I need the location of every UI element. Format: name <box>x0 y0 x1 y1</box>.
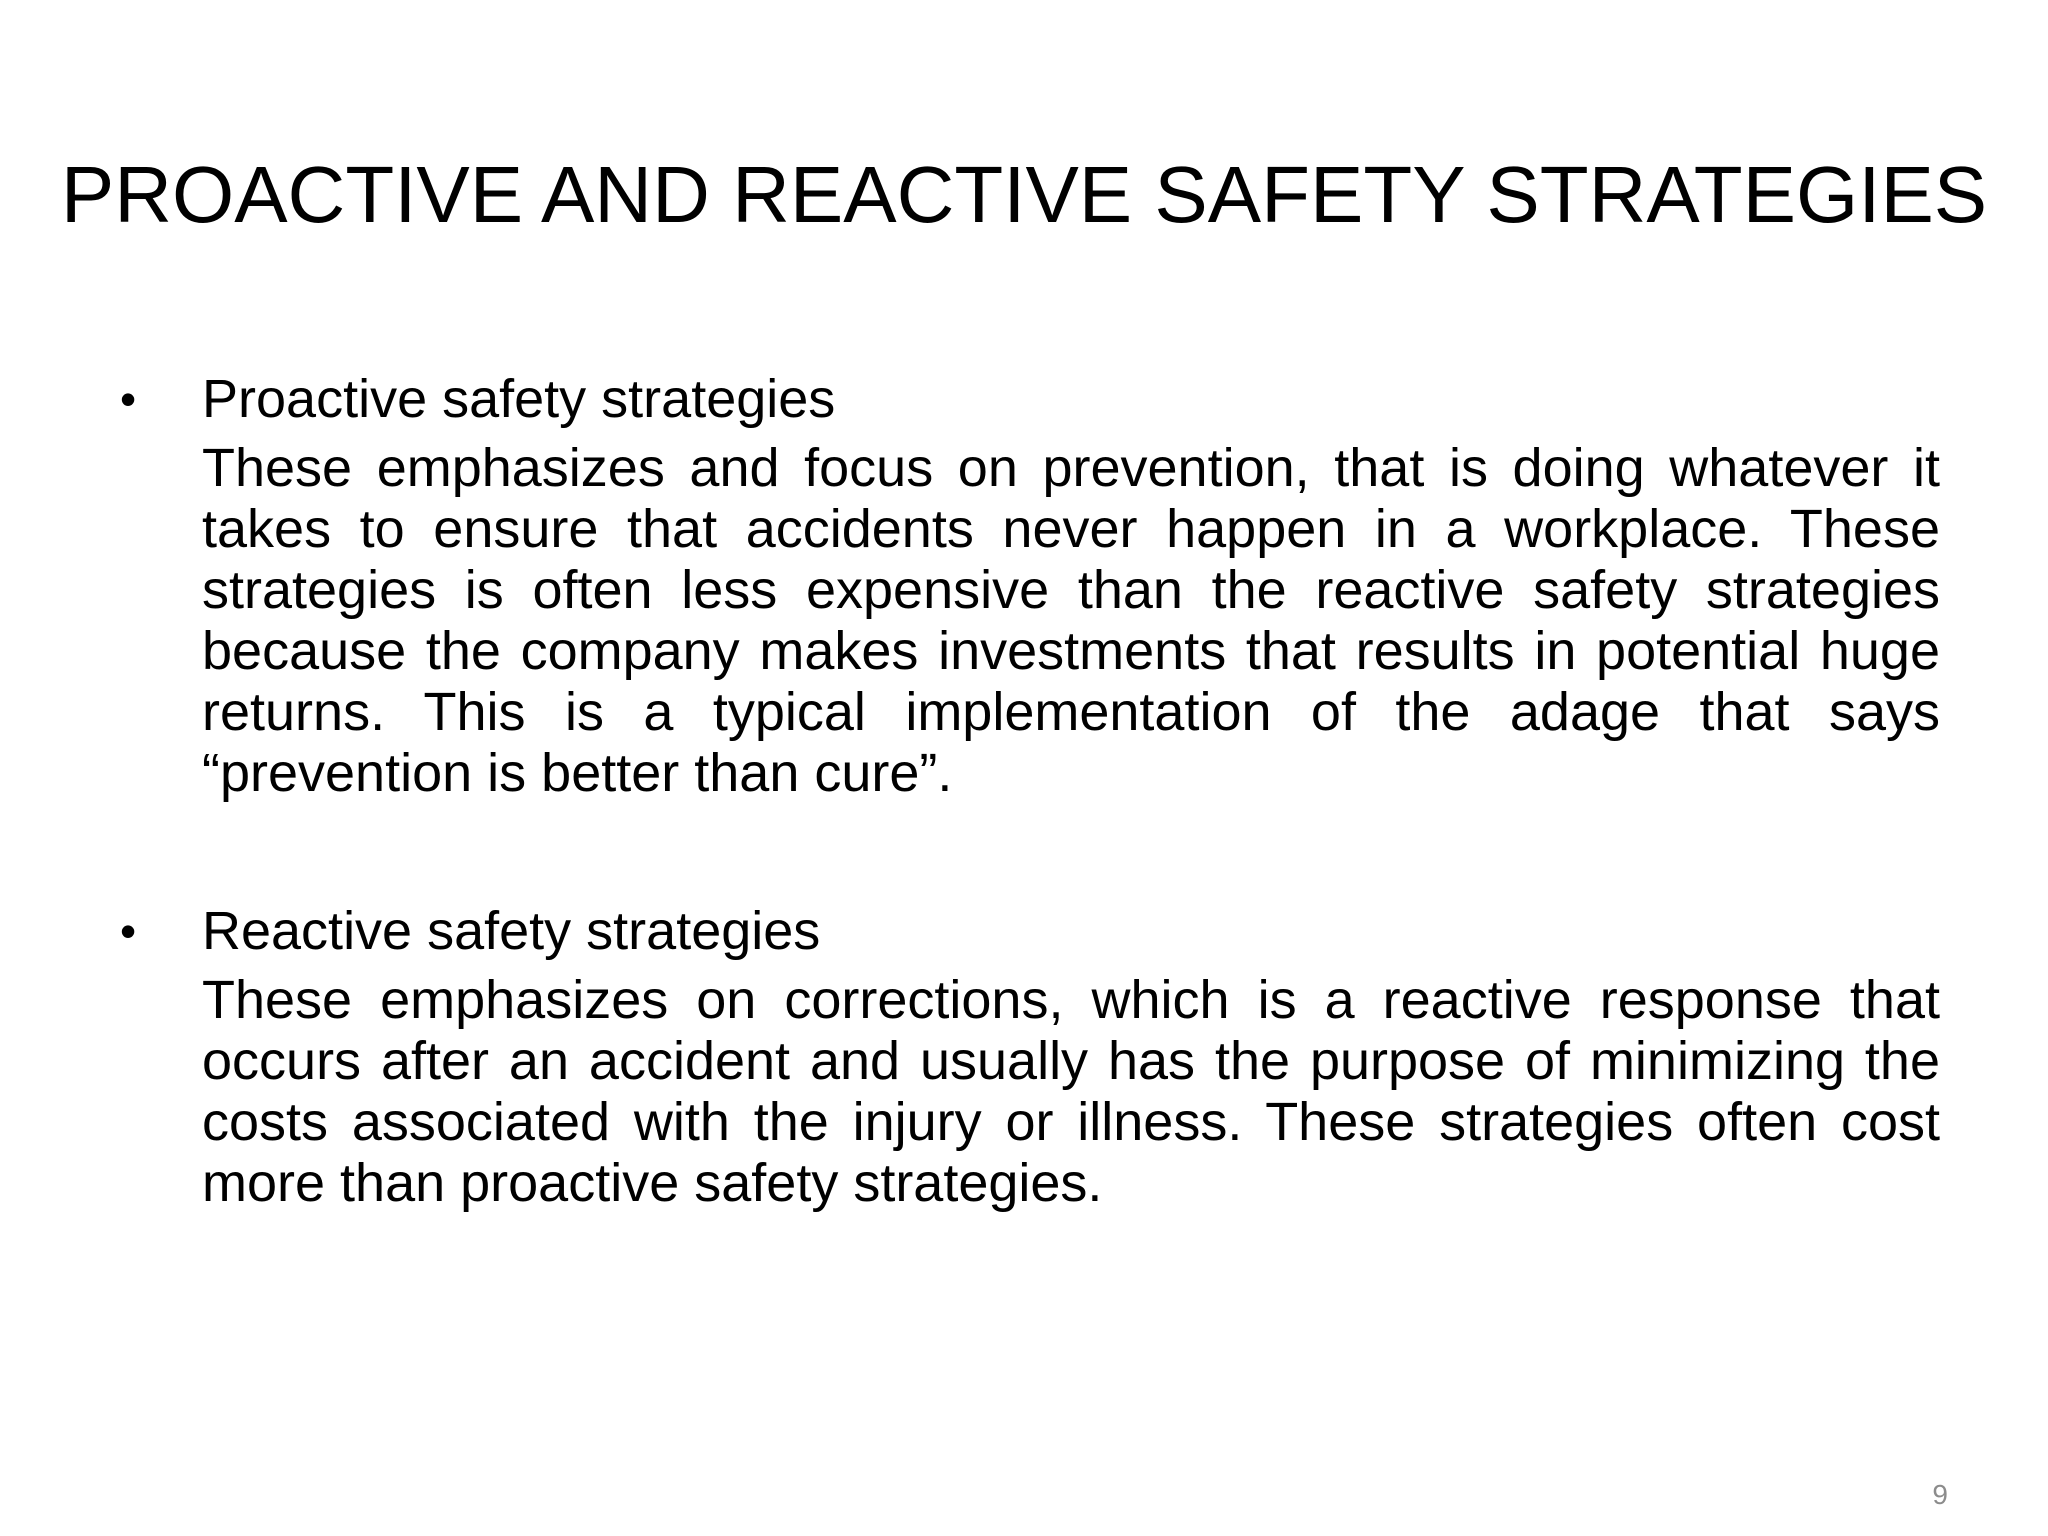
bullet-marker: • <box>120 905 137 957</box>
bullet-row <box>120 898 1940 964</box>
bullet-item-proactive <box>120 366 1940 804</box>
bullet-heading: Reactive safety strategies <box>202 901 821 961</box>
bullet-item-reactive <box>120 898 1940 1214</box>
bullet-body: These emphasizes and focus on prevention, that is doing whatever it takes to ensure that accidents never happen in a workplace. These strategies is often less expensive than the reactive safety strategies because the company makes investments that results in potential huge returns. This is a typical implementation of the adage that says “prevention is better than cure”. <box>202 438 1940 803</box>
bullet-marker: • <box>120 373 137 425</box>
bullet-heading: Proactive safety strategies <box>202 369 836 429</box>
slide-title: PROACTIVE AND REACTIVE SAFETY STRATEGIES <box>60 150 1988 239</box>
bullet-row <box>120 366 1940 432</box>
page-number: 9 <box>1932 1479 1948 1510</box>
bullet-body: These emphasizes on corrections, which is a reactive response that occurs after an accident and usually has the purpose of minimizing the costs associated with the injury or illness. These strategies often cost more than proactive safety strategies. <box>202 970 1940 1213</box>
